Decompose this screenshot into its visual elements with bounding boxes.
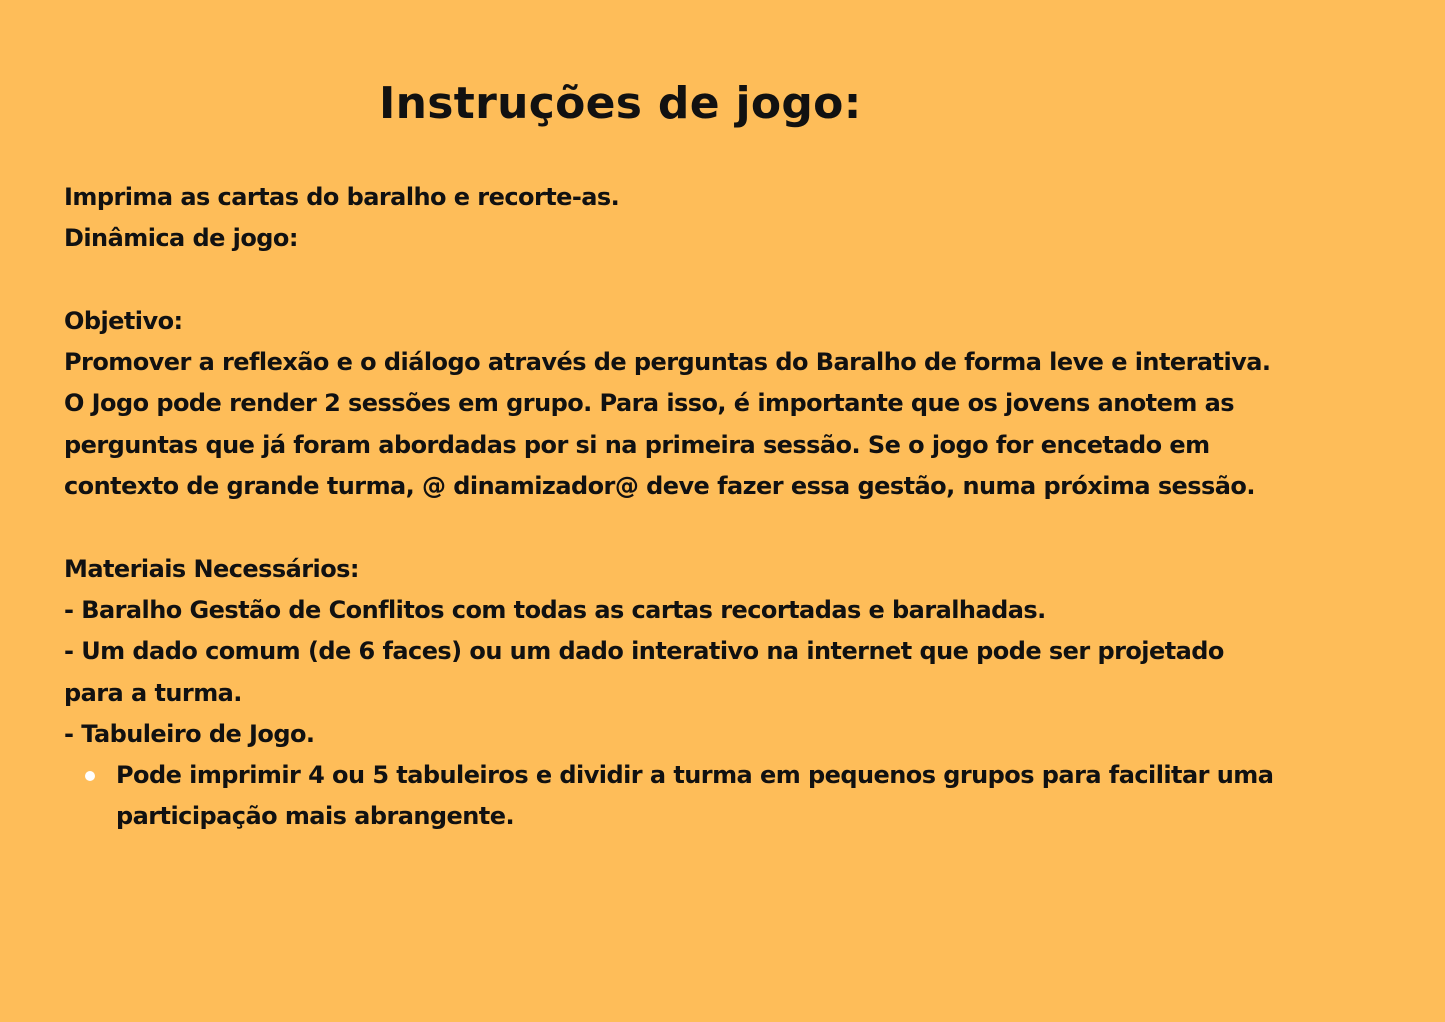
materials-item: - Tabuleiro de Jogo. bbox=[64, 719, 315, 748]
intro-line-dynamics: Dinâmica de jogo: bbox=[64, 224, 298, 253]
objective-line: Promover a reflexão e o diálogo através de perguntas do Baralho de forma leve e interativa. bbox=[64, 348, 1271, 377]
bullet-text: participação mais abrangente. bbox=[116, 802, 515, 831]
objective-line: contexto de grande turma, @ dinamizador@ deve fazer essa gestão, numa próxima sessão. bbox=[64, 472, 1255, 501]
materials-item: - Um dado comum (de 6 faces) ou um dado interativo na internet que pode ser projetado bbox=[64, 637, 1224, 666]
intro-line-print: Imprima as cartas do baralho e recorte-as. bbox=[64, 183, 620, 211]
instructions-body bbox=[64, 177, 1394, 838]
materials-heading: Materiais Necessários: bbox=[64, 554, 359, 583]
spacer bbox=[64, 260, 1394, 301]
bullet-text: Pode imprimir 4 ou 5 tabuleiros e dividir a turma em pequenos grupos para facilitar uma bbox=[116, 761, 1274, 790]
objective-line: perguntas que já foram abordadas por si na primeira sessão. Se o jogo for encetado em bbox=[64, 430, 1210, 459]
page-title: Instruções de jogo: bbox=[379, 78, 862, 129]
materials-item-continued: para a turma. bbox=[64, 678, 242, 707]
materials-item: - Baralho Gestão de Conflitos com todas as cartas recortadas e baralhadas. bbox=[64, 595, 1046, 624]
bullet-dot-icon bbox=[85, 771, 95, 781]
objective-line: O Jogo pode render 2 sessões em grupo. Para isso, é importante que os jovens anotem as bbox=[64, 389, 1234, 418]
spacer bbox=[64, 507, 1394, 548]
objective-heading: Objetivo: bbox=[64, 306, 183, 335]
bullet-list-item bbox=[64, 755, 1394, 838]
